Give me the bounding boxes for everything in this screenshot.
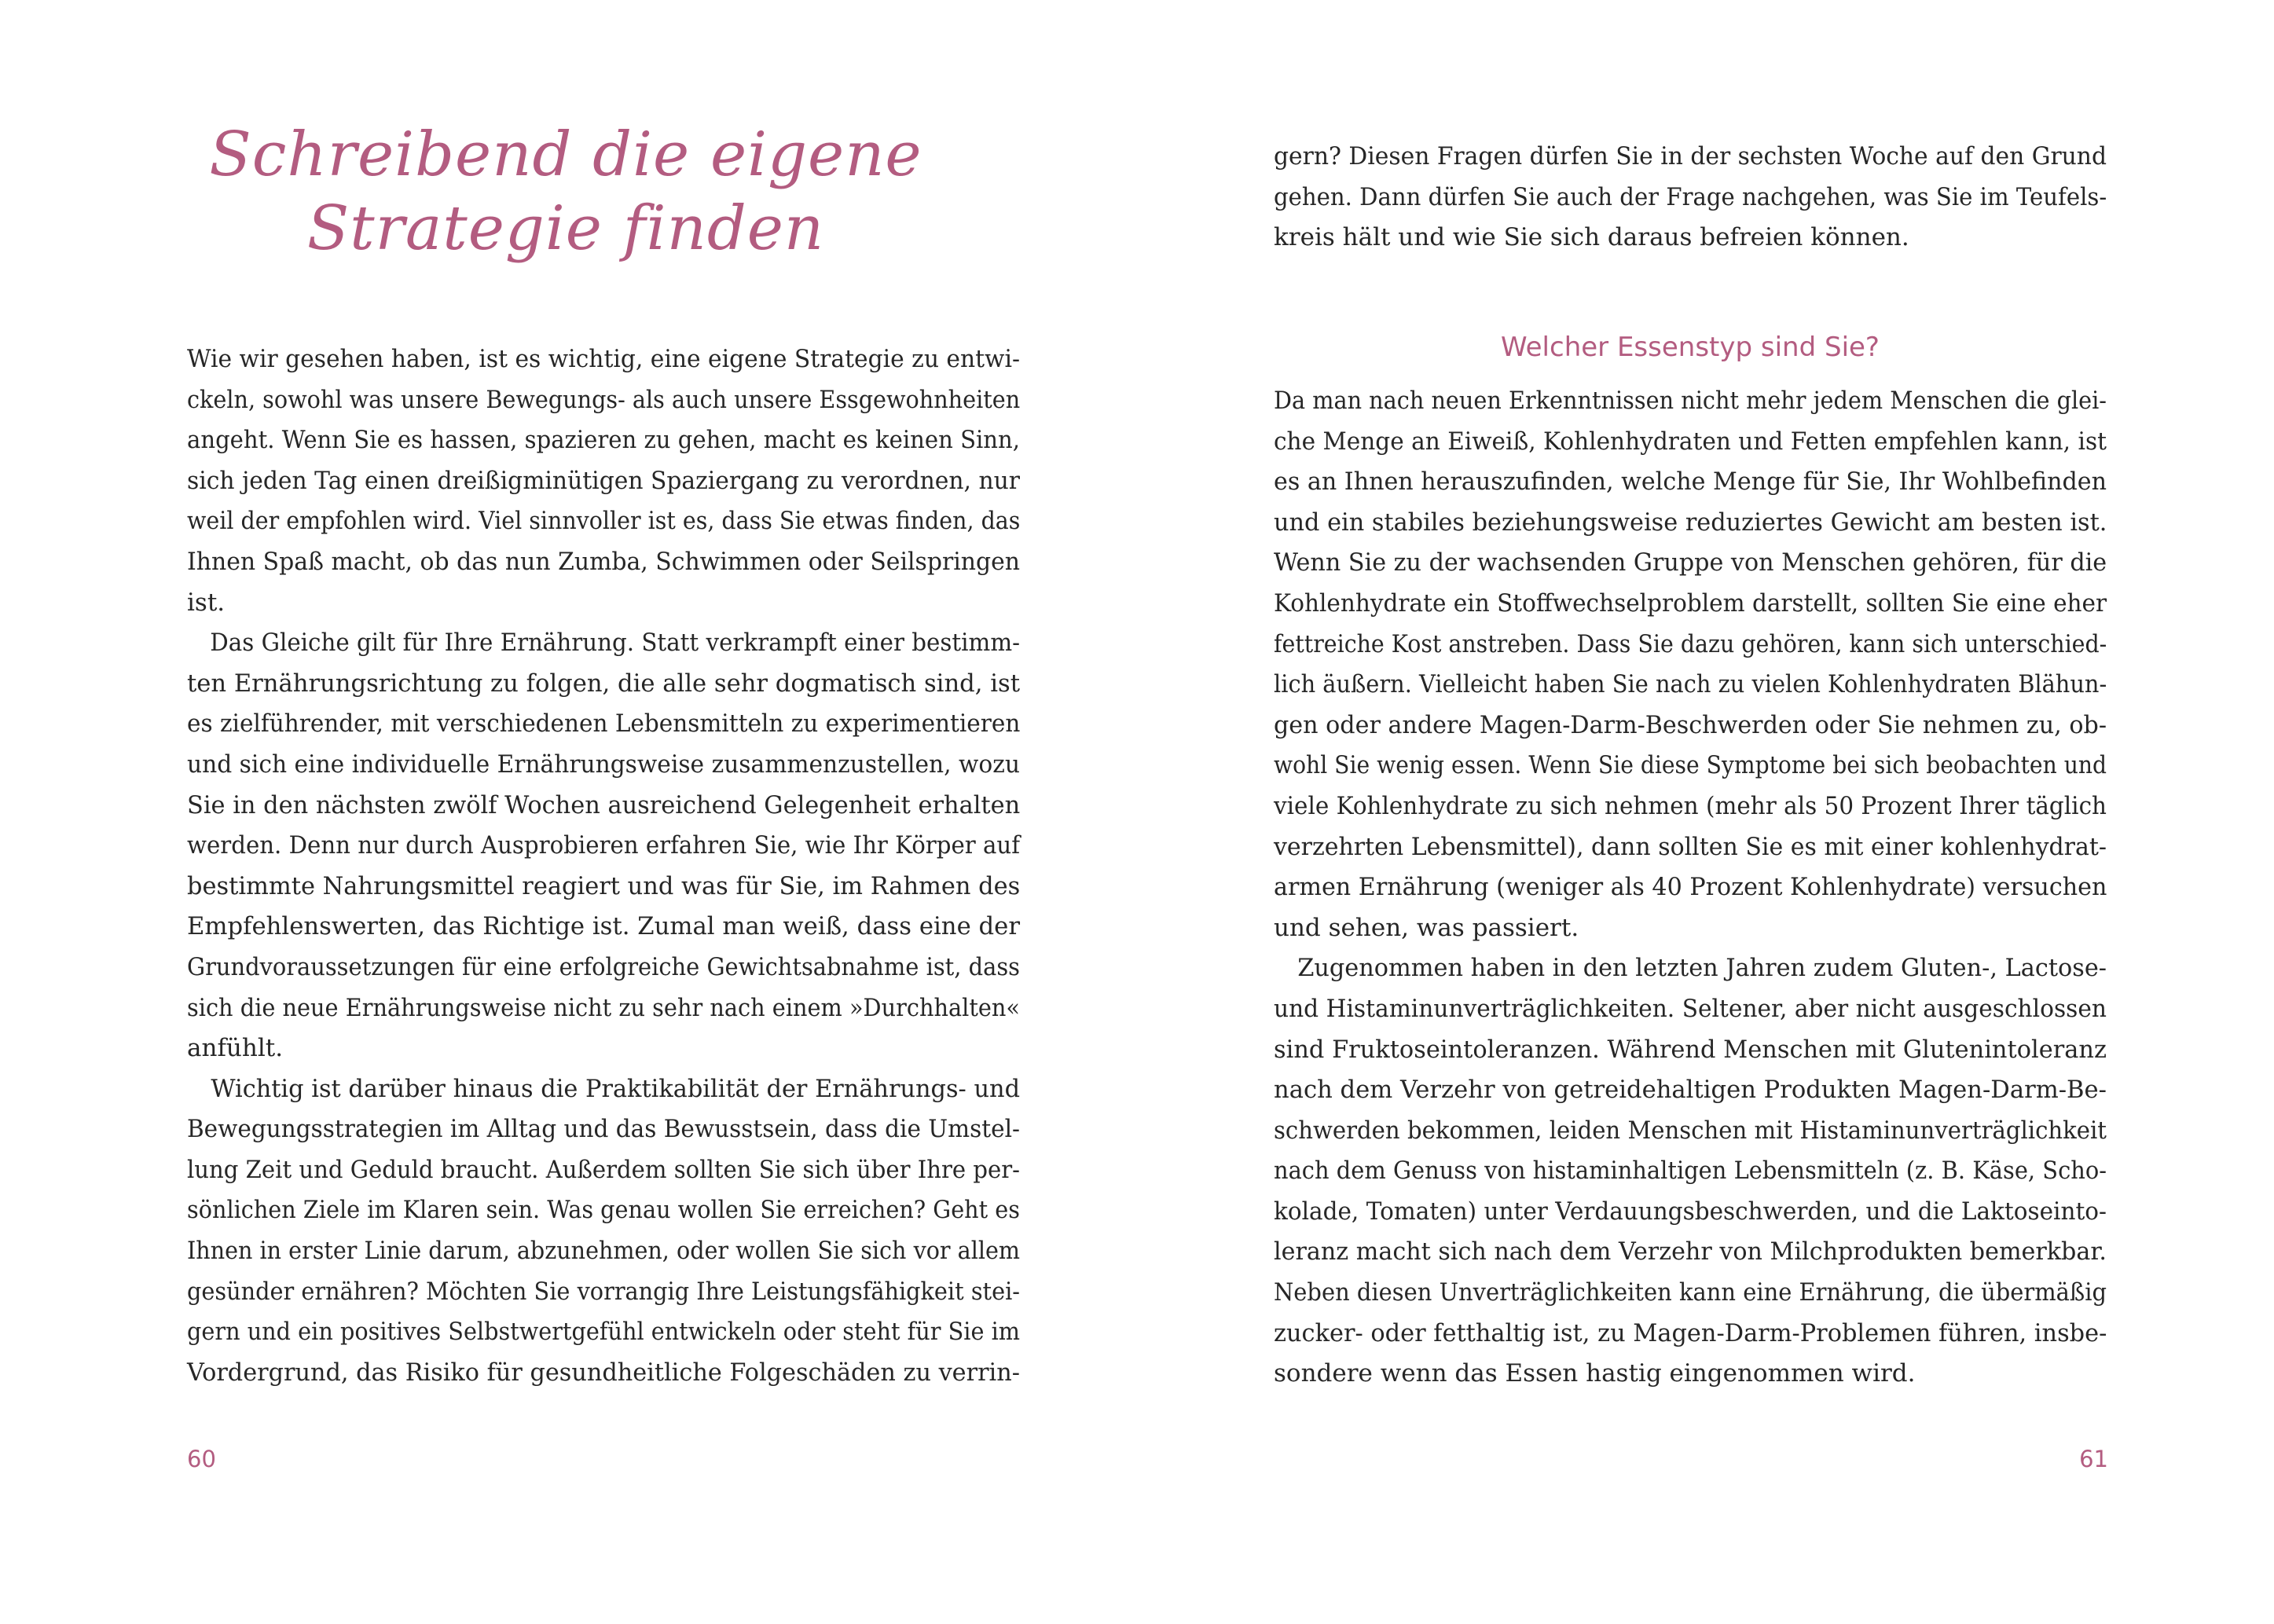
text-line: es zielführender, mit verschiedenen Lebensmitteln zu experimentieren [187, 709, 1021, 739]
text-line: lung Zeit und Geduld braucht. Außerdem sollten Sie sich über Ihre per- [187, 1155, 1021, 1184]
text-line: angeht. Wenn Sie es hassen, spazieren zu gehen, macht es keinen Sinn, [187, 426, 1020, 455]
text-line: sönlichen Ziele im Klaren sein. Was genau wollen Sie erreichen? Geht es [187, 1196, 1020, 1225]
text-line: che Menge an Eiweiß, Kohlenhydraten und Fetten empfehlen kann, ist [1274, 427, 2107, 456]
right-page [1137, 0, 2274, 1624]
text-line: zucker- oder fetthaltig ist, zu Magen-Darm-Problemen führen, insbe- [1274, 1318, 2107, 1347]
text-line: nach dem Genuss von histaminhaltigen Lebensmitteln (z. B. Käse, Scho- [1274, 1157, 2107, 1186]
page-number: 61 [2079, 1446, 2108, 1472]
text-line: schwerden bekommen, leiden Menschen mit Histaminunverträglichkeit [1274, 1116, 2107, 1145]
text-line: viele Kohlenhydrate zu sich nehmen (mehr als 50 Prozent Ihrer täglich [1274, 791, 2107, 820]
text-line: Neben diesen Unverträglichkeiten kann eine Ernährung, die übermäßig [1274, 1278, 2107, 1307]
text-line: fettreiche Kost anstreben. Dass Sie dazu gehören, kann sich unterschied- [1274, 629, 2107, 658]
text-line: Vordergrund, das Risiko für gesundheitliche Folgeschäden zu verrin- [187, 1358, 1020, 1387]
text-line: wohl Sie wenig essen. Wenn Sie diese Symptome bei sich beobachten und [1274, 751, 2107, 780]
chapter-title-line: Schreibend die eigene [209, 119, 922, 190]
text-line: armen Ernährung (weniger als 40 Prozent Kohlenhydrate) versuchen [1274, 873, 2107, 902]
text-line: und sehen, was passiert. [1274, 913, 1579, 942]
text-line: lich äußern. Vielleicht haben Sie nach zu vielen Kohlenhydraten Blähun- [1274, 670, 2107, 699]
text-line: Wenn Sie zu der wachsenden Gruppe von Menschen gehören, für die [1274, 548, 2107, 577]
chapter-title-line: Strategie finden [306, 193, 825, 264]
text-line: kreis hält und wie Sie sich daraus befreien können. [1274, 223, 1909, 252]
right-body-text [1274, 381, 2107, 1395]
text-line: Ihnen in erster Linie darum, abzunehmen, oder wollen Sie sich vor allem [187, 1237, 1020, 1266]
text-line: und Histaminunverträglichkeiten. Seltener, aber nicht ausgeschlossen [1274, 994, 2107, 1023]
text-line: gehen. Dann dürfen Sie auch der Frage nachgehen, was Sie im Teufels- [1274, 182, 2107, 211]
text-line: ckeln, sowohl was unsere Bewegungs- als auch unsere Essgewohnheiten [187, 385, 1021, 414]
text-line: Zugenommen haben in den letzten Jahren zudem Gluten-, Lactose- [1274, 954, 2107, 983]
text-line: sind Fruktoseintoleranzen. Während Menschen mit Glutenintoleranz [1274, 1035, 2107, 1064]
text-line: Grundvoraussetzungen für eine erfolgreiche Gewichtsabnahme ist, dass [187, 952, 1020, 981]
text-line: leranz macht sich nach dem Verzehr von Milchprodukten bemerkbar. [1274, 1237, 2107, 1267]
text-line: Sie in den nächsten zwölf Wochen ausreichend Gelegenheit erhalten [187, 790, 1021, 819]
left-body-text [187, 339, 1020, 1393]
text-line: anfühlt. [187, 1034, 284, 1063]
text-line: Da man nach neuen Erkenntnissen nicht mehr jedem Menschen die glei- [1274, 387, 2107, 415]
text-line: Das Gleiche gilt für Ihre Ernährung. Statt verkrampft einer bestimm- [187, 629, 1020, 658]
right-continuation-text [1274, 137, 2107, 258]
text-line: sondere wenn das Essen hastig eingenommen wird. [1274, 1359, 1916, 1388]
text-line: Kohlenhydrate ein Stoffwechselproblem darstellt, sollten Sie eine eher [1274, 588, 2107, 618]
text-line: und ein stabiles beziehungsweise reduziertes Gewicht am besten ist. [1274, 508, 2107, 537]
text-line: Ihnen Spaß macht, ob das nun Zumba, Schwimmen oder Seilspringen [187, 547, 1020, 576]
text-line: nach dem Verzehr von getreidehaltigen Produkten Magen-Darm-Be- [1274, 1076, 2107, 1105]
text-line: und sich eine individuelle Ernährungsweise zusammenzustellen, wozu [187, 750, 1020, 779]
text-line: es an Ihnen herauszufinden, welche Menge für Sie, Ihr Wohlbefinden [1274, 467, 2107, 497]
text-line: Bewegungsstrategien im Alltag und das Bewusstsein, dass die Umstel- [187, 1115, 1020, 1144]
text-line: sich die neue Ernährungsweise nicht zu sehr nach einem »Durchhalten« [187, 993, 1020, 1022]
text-line: sich jeden Tag einen dreißigminütigen Spaziergang zu verordnen, nur [187, 466, 1020, 495]
text-line: ist. [187, 588, 226, 617]
text-line: gern und ein positives Selbstwertgefühl entwickeln oder steht für Sie im [187, 1318, 1020, 1347]
text-line: weil der empfohlen wird. Viel sinnvoller ist es, dass Sie etwas finden, das [187, 507, 1021, 536]
text-line: verzehrten Lebensmittel), dann sollten Sie es mit einer kohlenhydrat- [1274, 832, 2107, 861]
text-line: werden. Denn nur durch Ausprobieren erfahren Sie, wie Ihr Körper auf [187, 831, 1021, 860]
text-line: gen oder andere Magen-Darm-Beschwerden oder Sie nehmen zu, ob- [1274, 710, 2107, 739]
text-line: bestimmte Nahrungsmittel reagiert und was für Sie, im Rahmen des [187, 871, 1021, 900]
text-line: Wichtig ist darüber hinaus die Praktikabilität der Ernährungs- und [187, 1074, 1020, 1103]
text-line: Wie wir gesehen haben, ist es wichtig, eine eigene Strategie zu entwi- [187, 345, 1021, 373]
text-line: gern? Diesen Fragen dürfen Sie in der sechsten Woche auf den Grund [1274, 142, 2107, 170]
text-line: ten Ernährungsrichtung zu folgen, die alle sehr dogmatisch sind, ist [187, 669, 1020, 698]
chapter-title [189, 118, 943, 266]
section-heading: Welcher Essenstyp sind Sie? [1501, 332, 1880, 363]
page-number: 60 [187, 1446, 216, 1472]
text-line: kolade, Tomaten) unter Verdauungsbeschwerden, und die Laktoseinto- [1274, 1197, 2107, 1226]
text-line: Empfehlenswerten, das Richtige ist. Zumal man weiß, dass eine der [187, 912, 1020, 941]
text-line: gesünder ernähren? Möchten Sie vorrangig Ihre Leistungsfähigkeit stei- [187, 1277, 1020, 1306]
